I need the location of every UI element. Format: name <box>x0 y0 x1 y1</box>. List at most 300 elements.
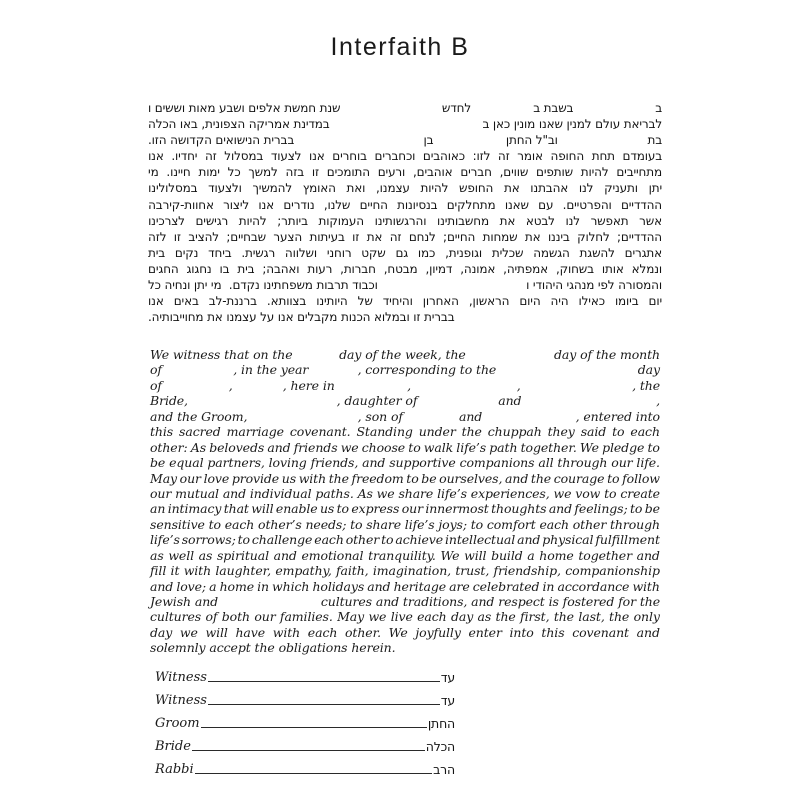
word: fill <box>150 563 167 579</box>
word: לנו <box>565 213 580 228</box>
word: התומכים <box>326 165 370 180</box>
word: חיינו. <box>166 165 191 180</box>
word: אתגרים <box>624 245 662 260</box>
word: ביומו <box>614 294 639 309</box>
word: לנו <box>578 181 594 196</box>
word: to <box>381 532 394 548</box>
word: life’s <box>150 532 180 548</box>
signature-label-he: החתן <box>427 716 455 731</box>
fill-in-blank <box>521 389 632 390</box>
word: היה <box>550 294 569 309</box>
word: thoughts <box>491 501 547 517</box>
word: ואת <box>346 181 366 196</box>
word: intellectual <box>444 532 516 548</box>
text-segment: וכבוד תרבות משפחתינו נקדם. מי יתן ונחיה כל <box>148 278 378 293</box>
word: ואהבה; <box>262 261 300 276</box>
signature-label-he: הרב <box>433 762 455 777</box>
word: החיים <box>359 197 388 212</box>
word: זו <box>173 229 181 244</box>
word: individual <box>249 485 312 501</box>
word: לזו: <box>472 149 491 164</box>
word: May <box>337 609 365 625</box>
word: home <box>539 547 574 563</box>
word: זה <box>204 149 217 164</box>
word: in <box>257 578 269 594</box>
text-line <box>150 455 660 470</box>
word: שכלית <box>491 245 524 260</box>
word: spiritual <box>216 547 269 563</box>
text-line <box>150 362 660 377</box>
word: נודרים <box>283 197 315 212</box>
word: under <box>418 424 456 440</box>
word: and <box>362 455 386 471</box>
word: a <box>527 547 535 563</box>
word: with <box>632 578 660 594</box>
word: ourselves, <box>439 470 503 486</box>
text-line <box>150 517 660 532</box>
word: שבחיים; <box>226 229 266 244</box>
fill-in-blank <box>403 420 459 421</box>
word: first, <box>520 609 550 625</box>
text-line <box>150 501 660 516</box>
word: to <box>350 516 363 532</box>
word: and <box>367 578 391 594</box>
word: provide <box>231 470 280 486</box>
text-segment: וב"ל החתן <box>505 133 558 148</box>
word: העמוקות <box>318 213 364 228</box>
word: גם <box>395 245 409 260</box>
word: הגשמה <box>533 245 570 260</box>
word: well <box>168 547 195 563</box>
word: the <box>495 609 516 625</box>
word: שקט <box>361 245 386 260</box>
word: שאנו <box>504 197 529 212</box>
word: ולצעוד <box>208 181 242 196</box>
text-segment: cultures and traditions, and respect is fostered for the <box>320 594 660 609</box>
word: החופש <box>459 181 494 196</box>
word: אומר <box>517 149 543 164</box>
signature-blank-line <box>201 726 427 728</box>
text-line <box>150 393 660 408</box>
word: this <box>541 624 565 640</box>
word: share <box>398 485 434 501</box>
word: other <box>572 516 607 532</box>
signature-blank-line <box>208 680 440 682</box>
word: other <box>345 532 380 548</box>
word: life’s <box>456 439 487 455</box>
word: רוחני <box>326 245 352 260</box>
word: עם <box>538 197 554 212</box>
word: intimacy <box>167 501 222 517</box>
fill-in-blank <box>411 389 517 390</box>
text-segment: , daughter of <box>336 393 418 409</box>
text-segment: , in the year <box>233 362 309 378</box>
word: זו <box>352 229 360 244</box>
signature-row-witness-1 <box>155 662 455 685</box>
fill-in-blank <box>247 420 357 421</box>
word: להציב <box>188 229 219 244</box>
word: holidays <box>312 578 365 594</box>
word: כאוהבים <box>422 149 465 164</box>
word: only <box>633 609 660 625</box>
word: בזה <box>285 165 305 180</box>
word: May <box>150 470 178 486</box>
text-line <box>150 378 660 393</box>
word: will <box>464 547 487 563</box>
text-segment: We witness that on the <box>150 347 293 362</box>
word: to <box>629 501 643 517</box>
word: our <box>179 470 201 486</box>
text-segment: Jewish and <box>150 594 219 609</box>
word: emotional <box>301 547 364 563</box>
word: they <box>547 424 575 440</box>
word: את <box>499 213 516 228</box>
word: אנו <box>309 149 325 164</box>
fill-in-blank <box>466 358 554 359</box>
word: שלנו, <box>323 197 351 212</box>
word: ורעים <box>377 165 406 180</box>
word: of <box>205 609 218 625</box>
text-segment: שנת חמשת אלפים ושבע מאות וששים ו <box>148 101 341 115</box>
word: נקים <box>174 245 199 260</box>
signature-row-witness-2 <box>155 685 455 708</box>
word: ותעניק <box>604 181 638 196</box>
word: vow <box>575 485 601 501</box>
text-segment: of <box>150 377 162 393</box>
word: to <box>604 485 617 501</box>
word: בעומדם <box>622 149 662 164</box>
word: feelings; <box>574 501 628 517</box>
word: בו <box>219 261 230 276</box>
page-title: Interfaith B <box>330 33 470 61</box>
word: to <box>470 516 484 532</box>
word: and <box>517 532 541 548</box>
word: supportive <box>389 455 456 471</box>
english-text-block <box>150 347 660 656</box>
text-line <box>148 100 662 116</box>
signature-label-en: Bride <box>155 739 191 754</box>
word: as <box>150 547 164 563</box>
word: physical <box>542 532 594 548</box>
word: את <box>524 229 541 244</box>
word: בית <box>148 245 166 260</box>
word: challenge <box>251 532 313 548</box>
word: יתן <box>648 181 662 196</box>
word: and <box>273 547 297 563</box>
fill-in-blank <box>293 358 340 359</box>
word: the <box>461 424 482 440</box>
word: live <box>390 609 413 625</box>
word: us <box>319 501 335 517</box>
fill-in-blank <box>417 404 498 405</box>
word: אוהבים, <box>413 165 453 180</box>
word: מבטח, <box>383 261 418 276</box>
text-segment: Bride, <box>150 393 188 409</box>
word: to <box>408 439 421 455</box>
text-segment: , <box>228 377 233 393</box>
word: היום <box>519 294 541 309</box>
word: each <box>307 624 338 640</box>
word: להשגת <box>579 245 615 260</box>
fill-in-blank <box>558 143 648 144</box>
word: As <box>190 439 207 455</box>
word: לצעוד <box>270 149 302 164</box>
text-line <box>150 548 660 563</box>
signature-blank-line <box>192 749 425 751</box>
word: אנו <box>148 294 164 309</box>
text-segment: , <box>407 377 411 393</box>
word: with <box>298 470 327 486</box>
word: חברים <box>460 165 492 180</box>
text-segment: בן <box>423 133 434 148</box>
word: each <box>224 516 255 532</box>
word: החופה <box>550 149 585 164</box>
word: share <box>366 516 402 532</box>
text-line <box>148 229 662 245</box>
word: home <box>219 578 254 594</box>
word: with <box>272 624 301 640</box>
text-line <box>148 277 662 293</box>
word: חברות, <box>340 261 376 276</box>
word: each <box>417 609 447 625</box>
text-line <box>150 347 660 362</box>
text-segment: , the <box>632 377 660 393</box>
fill-in-blank <box>188 404 337 405</box>
word: each <box>539 516 569 532</box>
word: בית <box>237 261 255 276</box>
word: יחדיו. <box>171 149 198 164</box>
word: marriage <box>226 424 284 440</box>
text-line <box>150 609 660 624</box>
fill-in-blank <box>233 389 283 390</box>
text-line <box>148 197 662 213</box>
word: the <box>553 609 574 625</box>
word: we <box>368 609 387 625</box>
word: והפרטיים. <box>562 197 612 212</box>
word: paths. <box>315 485 354 501</box>
text-segment: day of the week, the <box>339 347 466 362</box>
word: מחשבותינו <box>436 213 489 228</box>
word: sensitive <box>150 516 205 532</box>
word: faith, <box>336 563 369 579</box>
word: את <box>366 229 383 244</box>
text-line <box>148 180 662 196</box>
word: החגים <box>148 261 179 276</box>
word: הראשון, <box>468 294 510 309</box>
word: זה <box>389 229 402 244</box>
word: a <box>209 578 217 594</box>
word: last, <box>578 609 605 625</box>
word: בוחרים <box>332 149 367 164</box>
fill-in-blank <box>162 389 229 390</box>
word: will <box>251 501 274 517</box>
word: and <box>548 501 573 517</box>
word: cultures <box>150 609 202 625</box>
hebrew-text-block <box>148 100 662 325</box>
fill-in-blank <box>521 404 656 405</box>
word: של <box>357 294 373 309</box>
word: יום <box>648 294 662 309</box>
word: loving <box>268 455 307 471</box>
word: אותו <box>601 261 624 276</box>
word: joys; <box>438 516 467 532</box>
signature-label-he: עד <box>440 693 455 708</box>
word: through <box>557 455 608 471</box>
word: we <box>340 439 359 455</box>
word: experiences, <box>470 485 550 501</box>
word: and <box>222 485 247 501</box>
text-line <box>150 532 660 547</box>
signature-blank-line <box>195 772 433 774</box>
word: pledge <box>602 439 645 455</box>
signature-row-groom <box>155 708 455 731</box>
word: רגשית. <box>241 245 276 260</box>
text-line <box>150 440 660 455</box>
word: fulfillment <box>595 532 660 548</box>
word: בשחוק, <box>555 261 594 276</box>
signature-label-he: עד <box>440 670 455 685</box>
word: be <box>150 455 166 471</box>
word: with <box>183 563 212 579</box>
word: covenant <box>572 624 629 640</box>
signature-label-he: הכלה <box>425 739 455 754</box>
word: the <box>530 470 552 486</box>
word: We <box>388 624 408 640</box>
word: create <box>620 485 660 501</box>
word: heritage <box>393 578 447 594</box>
word: all <box>538 455 554 471</box>
fill-in-blank <box>218 605 321 606</box>
signature-block <box>155 662 455 777</box>
text-line <box>150 579 660 594</box>
text-segment: , <box>656 393 661 409</box>
text-segment: of <box>150 362 162 378</box>
text-line <box>150 424 660 439</box>
word: celebrated <box>472 578 540 594</box>
word: ביחד <box>208 245 232 260</box>
text-segment: day <box>637 362 660 378</box>
word: to <box>336 501 349 517</box>
word: מי <box>148 165 159 180</box>
word: to <box>607 470 620 486</box>
word: מתחייבים <box>616 165 662 180</box>
word: במסלול <box>224 149 264 164</box>
word: שמחות <box>482 229 518 244</box>
word: each <box>630 424 660 440</box>
word: ההדדיים <box>620 197 662 212</box>
word: beloveds <box>209 439 265 455</box>
word: כל <box>227 165 241 180</box>
word: both <box>221 609 250 625</box>
word: רגישים <box>195 213 229 228</box>
word: other’s <box>258 516 302 532</box>
word: mutual <box>175 485 219 501</box>
word: freedom <box>351 470 404 486</box>
word: להמשיך <box>252 181 293 196</box>
text-line <box>148 148 662 164</box>
word: joyfully <box>415 624 461 640</box>
word: ושלווה <box>284 245 317 260</box>
word: together <box>578 547 632 563</box>
word: זו <box>311 165 319 180</box>
fill-in-blank <box>378 288 526 289</box>
word: us <box>281 470 297 486</box>
fill-in-blank <box>433 143 505 144</box>
word: enter <box>468 624 502 640</box>
word: ברננת-לב <box>208 294 257 309</box>
word: path <box>489 439 518 455</box>
word: love; <box>176 578 207 594</box>
word: friends <box>293 439 338 455</box>
text-line <box>148 132 662 148</box>
word: Standing <box>356 424 413 440</box>
word: בצוותא. <box>266 294 307 309</box>
word: להיות <box>420 181 449 196</box>
word: innermost <box>425 501 489 517</box>
signature-label-en: Witness <box>155 670 207 685</box>
word: and <box>505 470 529 486</box>
word: and <box>150 578 174 594</box>
word: life’s <box>437 485 467 501</box>
text-segment: , entered into <box>575 408 660 424</box>
word: אנו <box>258 197 275 212</box>
signature-blank-line <box>208 703 440 705</box>
word: other. <box>345 624 381 640</box>
word: לנחם <box>408 229 436 244</box>
word: needs; <box>305 516 347 532</box>
word: life’s <box>404 516 435 532</box>
text-segment: לבריאת עולם למנין שאנו מונין כאן ב <box>482 117 662 132</box>
word: sacred <box>179 424 221 440</box>
word: אנו <box>148 149 164 164</box>
word: have <box>235 624 266 640</box>
text-segment: , <box>516 377 521 393</box>
text-line <box>150 594 660 609</box>
text-line <box>148 116 662 132</box>
word: families. <box>279 609 333 625</box>
word: הצער <box>273 229 303 244</box>
word: לצרכינו <box>148 213 185 228</box>
text-line <box>150 563 660 578</box>
word: וכחברים <box>374 149 416 164</box>
word: together. <box>520 439 577 455</box>
text-segment: , here in <box>282 377 335 393</box>
text-line <box>150 625 660 640</box>
word: other: <box>150 439 188 455</box>
word: laughter, <box>215 563 272 579</box>
word: דמיון, <box>425 261 453 276</box>
word: our <box>254 609 276 625</box>
text-segment: בשבת ב <box>533 101 574 115</box>
word: we <box>553 485 572 501</box>
word: trust, <box>455 563 490 579</box>
text-segment: , corresponding to the <box>357 362 497 378</box>
fill-in-blank <box>340 111 442 112</box>
word: courage <box>553 470 605 486</box>
text-segment: ב <box>655 101 662 115</box>
text-segment: , son of <box>357 408 403 424</box>
word: our <box>150 485 172 501</box>
word: אשר <box>639 213 662 228</box>
text-segment: בברית הנישואים הקדושה הזו. <box>148 133 295 148</box>
text-line <box>150 409 660 424</box>
text-segment: והמסורה לפי מנהגי היהודי ו <box>526 278 662 293</box>
word: We <box>440 547 460 563</box>
word: as <box>477 609 492 625</box>
word: האומץ <box>302 181 336 196</box>
word: our <box>611 455 633 471</box>
word: לזה <box>148 229 167 244</box>
